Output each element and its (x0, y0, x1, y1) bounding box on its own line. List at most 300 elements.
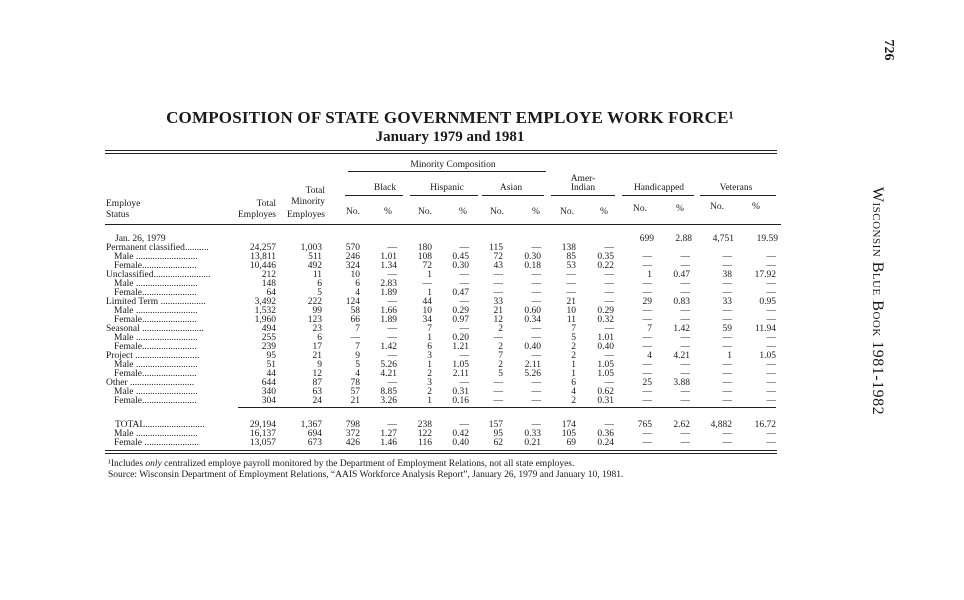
row-label: Female....................... (114, 261, 197, 271)
cell-handicapped-pct: 4.21 (673, 351, 690, 361)
cell-asian-no: — (493, 396, 503, 406)
cell-asian-no: 62 (493, 438, 503, 448)
cell-veterans-pct: 16.72 (754, 420, 776, 430)
cell-asian-pct: 0.21 (524, 438, 541, 448)
cell-veterans-no: — (722, 315, 732, 325)
cell-handicapped-pct: — (680, 360, 690, 370)
cell-handicapped-no: 25 (642, 378, 652, 388)
cell-handicapped-no: — (642, 252, 652, 262)
row-label: Female....................... (114, 315, 197, 325)
cell-handicapped-pct: 2.62 (673, 420, 690, 430)
page-number: 726 (881, 39, 896, 61)
cell-veterans-pct: 11.94 (754, 324, 776, 334)
cell-veterans-pct: — (766, 360, 776, 370)
cell-handicapped-pct: 3.88 (673, 378, 690, 388)
row-label: Male .......................... (114, 429, 198, 439)
cell-handicapped-no: — (642, 396, 652, 406)
cell-veterans-pct: — (766, 306, 776, 316)
cell-indian-pct: 0.22 (597, 261, 614, 271)
cell-total-minority: 11 (312, 270, 322, 280)
cell-handicapped-pct: — (680, 342, 690, 352)
cell-indian-no: 69 (566, 438, 576, 448)
header-total-employes: Employes (238, 210, 276, 220)
cell-veterans-pct: — (766, 429, 776, 439)
row-label: Male .......................... (114, 360, 198, 370)
cell-handicapped-pct: — (680, 396, 690, 406)
cell-hispanic-no: 1 (427, 333, 432, 343)
cell-veterans-pct: 19.59 (756, 234, 778, 244)
row-label: Female....................... (114, 396, 197, 406)
cell-hispanic-pct: 0.47 (452, 288, 469, 298)
cell-handicapped-pct: — (680, 252, 690, 262)
cell-indian-pct: — (604, 279, 614, 289)
cell-asian-no: — (493, 288, 503, 298)
cell-veterans-no: — (722, 396, 732, 406)
cell-asian-pct: — (531, 297, 541, 307)
cell-veterans-no: — (722, 369, 732, 379)
cell-asian-no: — (493, 333, 503, 343)
cell-veterans-no: 4,751 (712, 234, 734, 244)
cell-hispanic-pct: 0.31 (452, 387, 469, 397)
cell-total-employes: 1,960 (254, 315, 276, 325)
header-handicapped-no: No. (633, 204, 647, 214)
header-black-no: No. (346, 207, 360, 217)
cell-asian-pct: 5.26 (524, 369, 541, 379)
cell-total-employes: 13,811 (250, 252, 276, 262)
table-row (0, 396, 964, 406)
cell-black-pct: — (387, 297, 397, 307)
cell-veterans-pct: 0.95 (759, 297, 776, 307)
cell-handicapped-pct: — (680, 279, 690, 289)
cell-indian-pct: 0.62 (597, 387, 614, 397)
cell-hispanic-pct: 0.42 (452, 429, 469, 439)
row-label: Project ........................... (106, 351, 200, 361)
cell-total-employes: 24,257 (249, 243, 276, 253)
cell-total-employes: 29,194 (249, 420, 276, 430)
cell-indian-no: 138 (561, 243, 576, 253)
header-indian: Indian (570, 183, 596, 193)
cell-indian-no: 2 (571, 396, 576, 406)
cell-handicapped-no: — (642, 333, 652, 343)
cell-asian-no: 157 (488, 420, 503, 430)
cell-asian-no: 72 (493, 252, 503, 262)
cell-asian-pct: 0.34 (524, 315, 541, 325)
cell-handicapped-pct: 1.42 (673, 324, 690, 334)
cell-veterans-pct: — (766, 378, 776, 388)
cell-handicapped-pct: — (680, 369, 690, 379)
cell-asian-no: 12 (493, 315, 503, 325)
cell-black-pct: — (387, 333, 397, 343)
cell-indian-no: 11 (566, 315, 576, 325)
cell-veterans-pct: — (766, 387, 776, 397)
cell-asian-pct: — (531, 420, 541, 430)
table-row (0, 438, 964, 448)
cell-veterans-no: 1 (727, 351, 732, 361)
cell-handicapped-pct: 0.83 (673, 297, 690, 307)
cell-black-no: — (350, 333, 360, 343)
cell-hispanic-no: 3 (427, 378, 432, 388)
cell-asian-no: 5 (498, 369, 503, 379)
cell-total-minority: 123 (307, 315, 322, 325)
cell-black-pct: — (387, 243, 397, 253)
cell-total-minority: 12 (312, 369, 322, 379)
cell-black-pct: 1.66 (380, 306, 397, 316)
row-label: Female....................... (114, 369, 197, 379)
row-label: Male .......................... (114, 387, 198, 397)
cell-indian-pct: — (604, 378, 614, 388)
cell-asian-no: 2 (498, 360, 503, 370)
cell-hispanic-pct: 1.21 (452, 342, 469, 352)
cell-hispanic-pct: 0.16 (452, 396, 469, 406)
footnote-1-text-a: ¹Includes (108, 459, 146, 469)
cell-black-no: 372 (345, 429, 360, 439)
cell-total-minority: 17 (312, 342, 322, 352)
header-asian-no: No. (490, 207, 504, 217)
header-handicapped-pct: % (676, 204, 684, 214)
cell-hispanic-pct: — (459, 297, 469, 307)
cell-hispanic-pct: 0.30 (452, 261, 469, 271)
cell-handicapped-no: — (642, 438, 652, 448)
cell-asian-no: — (493, 387, 503, 397)
cell-total-minority: 673 (307, 438, 322, 448)
cell-veterans-no: — (722, 342, 732, 352)
cell-total-employes: 44 (266, 369, 276, 379)
cell-total-employes: 494 (261, 324, 276, 334)
header-hispanic-no: No. (418, 207, 432, 217)
running-head: Wisconsin Blue Book 1981-1982 (869, 186, 886, 416)
black-rule (345, 195, 403, 196)
cell-indian-no: 5 (571, 333, 576, 343)
cell-total-minority: 492 (307, 261, 322, 271)
cell-asian-pct: — (531, 387, 541, 397)
cell-black-pct: 5.26 (380, 360, 397, 370)
row-label: Male .......................... (114, 252, 198, 262)
cell-hispanic-no: 3 (427, 351, 432, 361)
cell-total-minority: 6 (317, 333, 322, 343)
cell-total-minority: 694 (307, 429, 322, 439)
cell-veterans-no: — (722, 438, 732, 448)
cell-hispanic-no: 2 (427, 387, 432, 397)
cell-indian-pct: 0.40 (597, 342, 614, 352)
cell-indian-pct: — (604, 243, 614, 253)
cell-hispanic-no: 34 (422, 315, 432, 325)
cell-indian-pct: 1.01 (597, 333, 614, 343)
header-handicapped: Handicapped (633, 183, 685, 193)
row-label: Permanent classified.......... (106, 243, 209, 253)
header-veterans: Veterans (719, 183, 753, 193)
cell-handicapped-pct: — (680, 333, 690, 343)
cell-hispanic-pct: — (459, 378, 469, 388)
cell-indian-no: 174 (561, 420, 576, 430)
cell-handicapped-pct: — (680, 288, 690, 298)
cell-hispanic-no: — (422, 279, 432, 289)
asian-rule (482, 195, 544, 196)
cell-veterans-pct: 1.05 (759, 351, 776, 361)
cell-indian-no: — (566, 279, 576, 289)
cell-black-pct: 4.21 (380, 369, 397, 379)
cell-asian-no: — (493, 279, 503, 289)
cell-total-employes: 51 (266, 360, 276, 370)
row-label: Limited Term ................... (106, 297, 206, 307)
cell-handicapped-pct: 2.88 (675, 234, 692, 244)
cell-asian-pct: — (531, 288, 541, 298)
cell-veterans-pct: — (766, 438, 776, 448)
cell-hispanic-pct: 2.11 (452, 369, 469, 379)
cell-asian-no: — (493, 378, 503, 388)
header-bottom-rule (105, 224, 781, 225)
cell-black-no: 5 (355, 360, 360, 370)
cell-handicapped-no: — (642, 306, 652, 316)
cell-indian-no: — (566, 270, 576, 280)
minority-rule (348, 171, 546, 172)
cell-asian-no: 2 (498, 342, 503, 352)
bottom-rule-2 (105, 453, 777, 454)
cell-asian-no: — (493, 270, 503, 280)
footnote-1-text-b: centralized employe payroll monitored by the Department of Employment Relations, not all state employes. (161, 459, 575, 469)
cell-veterans-no: — (722, 279, 732, 289)
cell-total-employes: 64 (266, 288, 276, 298)
cell-black-no: 798 (345, 420, 360, 430)
cell-hispanic-no: 108 (417, 252, 432, 262)
cell-hispanic-pct: 0.29 (452, 306, 469, 316)
cell-asian-no: 43 (493, 261, 503, 271)
cell-asian-pct: — (531, 324, 541, 334)
cell-veterans-no: — (722, 333, 732, 343)
cell-veterans-pct: — (766, 315, 776, 325)
cell-hispanic-no: 7 (427, 324, 432, 334)
cell-hispanic-pct: — (459, 279, 469, 289)
veterans-rule (700, 195, 776, 196)
row-label: Male .......................... (114, 306, 198, 316)
header-indian-no: No. (560, 207, 574, 217)
header-hispanic-pct: % (459, 207, 467, 217)
header-total-minority-mid: Minority (291, 197, 325, 207)
cell-hispanic-pct: 0.40 (452, 438, 469, 448)
cell-hispanic-no: 180 (417, 243, 432, 253)
cell-indian-pct: — (604, 420, 614, 430)
cell-total-employes: 212 (261, 270, 276, 280)
cell-hispanic-pct: — (459, 270, 469, 280)
cell-veterans-no: — (722, 261, 732, 271)
cell-asian-pct: — (531, 333, 541, 343)
cell-hispanic-no: 2 (427, 369, 432, 379)
cell-indian-pct: — (604, 288, 614, 298)
cell-black-pct: 1.27 (380, 429, 397, 439)
cell-hispanic-no: 10 (422, 306, 432, 316)
header-indian-pct: % (600, 207, 608, 217)
header-total-minority-top: Total (305, 186, 325, 196)
cell-total-employes: 13,057 (249, 438, 276, 448)
cell-veterans-pct: — (766, 288, 776, 298)
cell-indian-no: 4 (571, 387, 576, 397)
cell-total-minority: 9 (317, 360, 322, 370)
cell-indian-pct: 0.31 (597, 396, 614, 406)
cell-total-employes: 148 (261, 279, 276, 289)
cell-indian-no: 10 (566, 306, 576, 316)
header-black: Black (373, 183, 397, 193)
total-rule (238, 407, 776, 408)
cell-total-minority: 6 (317, 279, 322, 289)
cell-handicapped-pct: — (680, 306, 690, 316)
cell-asian-pct: — (531, 396, 541, 406)
cell-hispanic-pct: — (459, 243, 469, 253)
cell-veterans-no: — (722, 387, 732, 397)
cell-asian-pct: — (531, 351, 541, 361)
cell-hispanic-no: 1 (427, 270, 432, 280)
header-total-minority-employes: Employes (287, 210, 325, 220)
cell-indian-pct: 0.32 (597, 315, 614, 325)
cell-total-employes: 95 (266, 351, 276, 361)
cell-black-no: 4 (355, 369, 360, 379)
cell-black-pct: — (387, 378, 397, 388)
cell-total-employes: 239 (261, 342, 276, 352)
cell-veterans-no: 4,882 (710, 420, 732, 430)
cell-black-pct: — (387, 324, 397, 334)
cell-veterans-pct: — (766, 342, 776, 352)
cell-handicapped-no: — (642, 279, 652, 289)
footnote-1-emphasis: only (145, 459, 162, 469)
cell-handicapped-pct: — (680, 429, 690, 439)
cell-total-minority: 99 (312, 306, 322, 316)
row-label: Female....................... (114, 288, 197, 298)
indian-rule (551, 195, 615, 196)
cell-black-pct: 1.46 (380, 438, 397, 448)
header-amer: Amer- (570, 174, 596, 184)
cell-indian-pct: — (604, 270, 614, 280)
cell-veterans-no: — (722, 288, 732, 298)
cell-total-employes: 644 (261, 378, 276, 388)
row-label: Male .......................... (114, 333, 198, 343)
cell-hispanic-no: 6 (427, 342, 432, 352)
cell-veterans-no: 38 (722, 270, 732, 280)
cell-indian-no: 53 (566, 261, 576, 271)
cell-hispanic-no: 1 (427, 396, 432, 406)
cell-veterans-pct: — (766, 261, 776, 271)
cell-total-minority: 1,003 (300, 243, 322, 253)
cell-black-pct: — (387, 351, 397, 361)
cell-handicapped-no: 1 (647, 270, 652, 280)
cell-total-minority: 1,367 (300, 420, 322, 430)
header-status: Status (106, 210, 130, 220)
cell-asian-pct: — (531, 243, 541, 253)
cell-total-minority: 5 (317, 288, 322, 298)
cell-black-pct: 8.85 (380, 387, 397, 397)
cell-indian-pct: 1.05 (597, 360, 614, 370)
cell-veterans-pct: — (766, 252, 776, 262)
cell-total-minority: 21 (312, 351, 322, 361)
cell-handicapped-pct: 0.47 (673, 270, 690, 280)
cell-hispanic-no: 72 (422, 261, 432, 271)
row-label: Seasonal .......................... (106, 324, 204, 334)
header-hispanic: Hispanic (430, 183, 464, 193)
cell-black-pct: 1.42 (380, 342, 397, 352)
cell-indian-no: 1 (571, 369, 576, 379)
top-rule-2 (105, 153, 777, 154)
cell-total-minority: 24 (312, 396, 322, 406)
table-title: COMPOSITION OF STATE GOVERNMENT EMPLOYE WORK FORCE¹ (166, 108, 734, 127)
cell-handicapped-no: — (642, 429, 652, 439)
cell-black-no: 10 (350, 270, 360, 280)
row-label: Unclassified........................ (106, 270, 211, 280)
row-label: Female....................... (114, 342, 197, 352)
cell-black-pct: — (387, 420, 397, 430)
cell-hispanic-pct: — (459, 351, 469, 361)
cell-handicapped-no: 4 (647, 351, 652, 361)
cell-handicapped-pct: — (680, 438, 690, 448)
cell-black-pct: 1.89 (380, 288, 397, 298)
cell-handicapped-no: — (642, 342, 652, 352)
cell-indian-no: 6 (571, 378, 576, 388)
cell-total-employes: 3,492 (254, 297, 276, 307)
cell-asian-no: 21 (493, 306, 503, 316)
cell-black-pct: 1.34 (380, 261, 397, 271)
cell-indian-no: 105 (561, 429, 576, 439)
cell-black-no: 78 (350, 378, 360, 388)
cell-hispanic-pct: — (459, 324, 469, 334)
cell-handicapped-no: 699 (639, 234, 654, 244)
cell-black-pct: 3.26 (380, 396, 397, 406)
cell-total-employes: 255 (261, 333, 276, 343)
cell-indian-no: 2 (571, 342, 576, 352)
bottom-rule (105, 450, 777, 451)
cell-hispanic-pct: 0.97 (452, 315, 469, 325)
cell-handicapped-no: 7 (647, 324, 652, 334)
cell-handicapped-no: — (642, 261, 652, 271)
cell-asian-no: 7 (498, 351, 503, 361)
cell-handicapped-no: — (642, 369, 652, 379)
cell-veterans-pct: — (766, 333, 776, 343)
cell-black-no: 9 (355, 351, 360, 361)
cell-veterans-pct: 17.92 (754, 270, 776, 280)
cell-handicapped-no: — (642, 387, 652, 397)
cell-asian-pct: 2.11 (524, 360, 541, 370)
handicapped-rule (622, 195, 694, 196)
cell-black-pct: 1.01 (380, 252, 397, 262)
cell-black-no: 426 (345, 438, 360, 448)
cell-hispanic-no: 1 (427, 288, 432, 298)
cell-handicapped-no: — (642, 360, 652, 370)
cell-total-minority: 87 (312, 378, 322, 388)
row-label: Female ....................... (114, 438, 199, 448)
cell-veterans-no: 59 (722, 324, 732, 334)
cell-indian-no: 7 (571, 324, 576, 334)
footnote-1 (108, 459, 574, 469)
header-total-top: Total (256, 199, 276, 209)
cell-black-no: 57 (350, 387, 360, 397)
header-employe: Employe (106, 199, 141, 209)
hispanic-rule (410, 195, 478, 196)
cell-black-no: 7 (355, 342, 360, 352)
cell-black-no: 324 (345, 261, 360, 271)
cell-hispanic-pct: 1.05 (452, 360, 469, 370)
cell-black-no: 7 (355, 324, 360, 334)
cell-black-pct: 2.83 (380, 279, 397, 289)
cell-indian-pct: 0.29 (597, 306, 614, 316)
cell-hispanic-no: 238 (417, 420, 432, 430)
cell-black-no: 570 (345, 243, 360, 253)
cell-indian-pct: — (604, 297, 614, 307)
cell-asian-no: 95 (493, 429, 503, 439)
cell-indian-no: 21 (566, 297, 576, 307)
cell-hispanic-no: 122 (417, 429, 432, 439)
cell-asian-pct: 0.40 (524, 342, 541, 352)
cell-veterans-no: — (722, 429, 732, 439)
cell-black-pct: — (387, 270, 397, 280)
cell-black-no: 21 (350, 396, 360, 406)
header-asian-pct: % (532, 207, 540, 217)
cell-handicapped-no: 765 (637, 420, 652, 430)
cell-total-minority: 511 (308, 252, 322, 262)
